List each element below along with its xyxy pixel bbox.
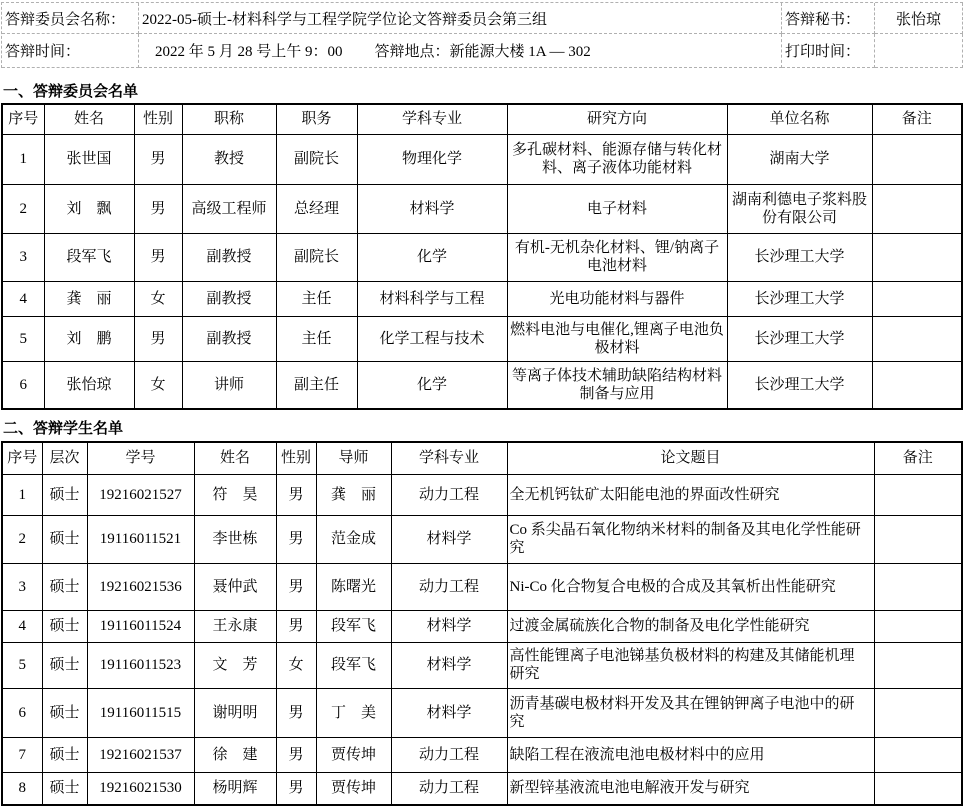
secretary-value: 张怡琼	[875, 3, 963, 34]
defense-location-value: 答辩地点：新能源大楼 1A — 302	[374, 44, 591, 60]
cell-gender: 男	[276, 563, 316, 610]
cell-advisor: 龚 丽	[316, 474, 391, 515]
cell-level: 硕士	[42, 610, 87, 642]
column-header-duty: 职务	[276, 104, 357, 134]
cell-thesis-title: 缺陷工程在液流电池电极材料中的应用	[507, 737, 874, 772]
cell-major: 材料学	[391, 642, 507, 688]
cell-gender: 女	[276, 642, 316, 688]
cell-note	[874, 772, 962, 805]
cell-name: 谢明明	[194, 688, 276, 737]
cell-unit: 长沙理工大学	[727, 281, 872, 316]
cell-duty: 副院长	[276, 233, 357, 281]
cell-level: 硕士	[42, 688, 87, 737]
cell-major: 化学工程与技术	[357, 316, 507, 361]
cell-title: 高级工程师	[182, 184, 276, 233]
cell-note	[872, 281, 962, 316]
cell-unit: 长沙理工大学	[727, 233, 872, 281]
cell-title: 副教授	[182, 281, 276, 316]
cell-note	[874, 737, 962, 772]
cell-thesis-title: Ni-Co 化合物复合电极的合成及其氧析出性能研究	[507, 563, 874, 610]
committee-row	[2, 134, 962, 184]
cell-title: 教授	[182, 134, 276, 184]
cell-gender: 男	[134, 134, 182, 184]
cell-thesis-title: 沥青基碳电极材料开发及其在锂钠钾离子电池中的研究	[507, 688, 874, 737]
cell-student-id: 19216021527	[87, 474, 194, 515]
cell-gender: 男	[276, 610, 316, 642]
cell-advisor: 丁 美	[316, 688, 391, 737]
cell-name: 张怡琼	[44, 361, 134, 409]
student-row	[2, 563, 962, 610]
cell-duty: 副院长	[276, 134, 357, 184]
cell-name: 聂仲武	[194, 563, 276, 610]
cell-duty: 总经理	[276, 184, 357, 233]
cell-no: 1	[2, 134, 44, 184]
student-row	[2, 515, 962, 563]
cell-name: 王永康	[194, 610, 276, 642]
cell-no: 3	[2, 563, 42, 610]
cell-major: 材料学	[391, 515, 507, 563]
cell-note	[872, 361, 962, 409]
cell-duty: 副主任	[276, 361, 357, 409]
cell-level: 硕士	[42, 515, 87, 563]
cell-note	[874, 474, 962, 515]
cell-name: 杨明辉	[194, 772, 276, 805]
cell-student-id: 19116011523	[87, 642, 194, 688]
cell-gender: 男	[276, 515, 316, 563]
cell-student-id: 19216021536	[87, 563, 194, 610]
cell-thesis-title: 高性能锂离子电池锑基负极材料的构建及其储能机理研究	[507, 642, 874, 688]
cell-major: 动力工程	[391, 563, 507, 610]
cell-advisor: 段军飞	[316, 642, 391, 688]
cell-unit: 湖南利德电子浆料股份有限公司	[727, 184, 872, 233]
cell-major: 材料学	[357, 184, 507, 233]
cell-research: 燃料电池与电催化,锂离子电池负极材料	[507, 316, 727, 361]
cell-no: 4	[2, 610, 42, 642]
cell-name: 张世国	[44, 134, 134, 184]
cell-student-id: 19116011521	[87, 515, 194, 563]
cell-student-id: 19216021537	[87, 737, 194, 772]
cell-research: 多孔碳材料、能源存储与转化材料、离子液体功能材料	[507, 134, 727, 184]
cell-level: 硕士	[42, 563, 87, 610]
committee-row	[2, 281, 962, 316]
cell-title: 副教授	[182, 316, 276, 361]
cell-major: 化学	[357, 233, 507, 281]
committee-name-label: 答辩委员会名称：	[2, 3, 139, 34]
column-header-student-id: 学号	[87, 442, 194, 474]
column-header-no: 序号	[2, 104, 44, 134]
committee-name-value: 2022-05-硕士-材料科学与工程学院学位论文答辩委员会第三组	[139, 3, 782, 34]
cell-unit: 长沙理工大学	[727, 316, 872, 361]
column-header-research: 研究方向	[507, 104, 727, 134]
cell-name: 徐 建	[194, 737, 276, 772]
cell-advisor: 段军飞	[316, 610, 391, 642]
student-row	[2, 772, 962, 805]
header-info-grid	[1, 2, 963, 68]
defense-time-value: 2022 年 5 月 28 号上午 9：00	[155, 44, 343, 60]
students-table	[1, 441, 963, 806]
column-header-gender: 性别	[276, 442, 316, 474]
cell-student-id: 19216021530	[87, 772, 194, 805]
cell-level: 硕士	[42, 737, 87, 772]
cell-name: 符 昊	[194, 474, 276, 515]
defense-time-label: 答辩时间：	[2, 34, 139, 68]
cell-note	[874, 563, 962, 610]
cell-no: 2	[2, 184, 44, 233]
cell-title: 副教授	[182, 233, 276, 281]
cell-unit: 湖南大学	[727, 134, 872, 184]
cell-note	[874, 688, 962, 737]
committee-header-row	[2, 104, 962, 134]
secretary-label: 答辩秘书：	[782, 3, 875, 34]
cell-name: 刘 飘	[44, 184, 134, 233]
column-header-major: 学科专业	[357, 104, 507, 134]
cell-gender: 男	[134, 233, 182, 281]
cell-major: 动力工程	[391, 474, 507, 515]
cell-no: 6	[2, 688, 42, 737]
cell-note	[874, 642, 962, 688]
cell-no: 5	[2, 642, 42, 688]
defense-time-location-cell	[139, 34, 782, 68]
cell-thesis-title: Co 系尖晶石氧化物纳米材料的制备及其电化学性能研究	[507, 515, 874, 563]
column-header-thesis-title: 论文题目	[507, 442, 874, 474]
cell-major: 化学	[357, 361, 507, 409]
cell-thesis-title: 过渡金属硫族化合物的制备及电化学性能研究	[507, 610, 874, 642]
column-header-major: 学科专业	[391, 442, 507, 474]
cell-major: 动力工程	[391, 737, 507, 772]
cell-advisor: 贾传坤	[316, 772, 391, 805]
cell-no: 5	[2, 316, 44, 361]
cell-major: 材料科学与工程	[357, 281, 507, 316]
column-header-unit: 单位名称	[727, 104, 872, 134]
cell-research: 电子材料	[507, 184, 727, 233]
cell-gender: 女	[134, 281, 182, 316]
cell-research: 等离子体技术辅助缺陷结构材料制备与应用	[507, 361, 727, 409]
cell-major: 材料学	[391, 688, 507, 737]
committee-table	[1, 103, 963, 410]
cell-title: 讲师	[182, 361, 276, 409]
cell-note	[874, 610, 962, 642]
cell-no: 3	[2, 233, 44, 281]
student-row	[2, 642, 962, 688]
cell-name: 刘 鹏	[44, 316, 134, 361]
column-header-name: 姓名	[194, 442, 276, 474]
cell-thesis-title: 新型锌基液流电池电解液开发与研究	[507, 772, 874, 805]
cell-level: 硕士	[42, 642, 87, 688]
cell-advisor: 贾传坤	[316, 737, 391, 772]
committee-row	[2, 361, 962, 409]
cell-major: 材料学	[391, 610, 507, 642]
cell-name: 龚 丽	[44, 281, 134, 316]
committee-row	[2, 184, 962, 233]
cell-note	[872, 316, 962, 361]
cell-gender: 男	[134, 316, 182, 361]
cell-student-id: 19116011515	[87, 688, 194, 737]
cell-level: 硕士	[42, 772, 87, 805]
cell-research: 有机-无机杂化材料、锂/钠离子电池材料	[507, 233, 727, 281]
cell-name: 段军飞	[44, 233, 134, 281]
cell-major: 物理化学	[357, 134, 507, 184]
cell-gender: 男	[276, 688, 316, 737]
cell-note	[874, 515, 962, 563]
cell-no: 8	[2, 772, 42, 805]
cell-name: 文 芳	[194, 642, 276, 688]
committee-row	[2, 233, 962, 281]
cell-no: 1	[2, 474, 42, 515]
cell-note	[872, 233, 962, 281]
cell-duty: 主任	[276, 316, 357, 361]
print-time-label: 打印时间：	[782, 34, 875, 68]
cell-no: 6	[2, 361, 44, 409]
cell-no: 2	[2, 515, 42, 563]
cell-no: 7	[2, 737, 42, 772]
students-header-row	[2, 442, 962, 474]
student-row	[2, 688, 962, 737]
student-row	[2, 737, 962, 772]
column-header-title: 职称	[182, 104, 276, 134]
column-header-note: 备注	[874, 442, 962, 474]
cell-note	[872, 184, 962, 233]
cell-note	[872, 134, 962, 184]
cell-level: 硕士	[42, 474, 87, 515]
print-time-value	[875, 34, 963, 68]
cell-duty: 主任	[276, 281, 357, 316]
column-header-no: 序号	[2, 442, 42, 474]
section-title-students: 二、答辩学生名单	[3, 421, 124, 437]
column-header-gender: 性别	[134, 104, 182, 134]
cell-advisor: 陈曙光	[316, 563, 391, 610]
column-header-advisor: 导师	[316, 442, 391, 474]
column-header-level: 层次	[42, 442, 87, 474]
committee-row	[2, 316, 962, 361]
column-header-name: 姓名	[44, 104, 134, 134]
cell-thesis-title: 全无机钙钛矿太阳能电池的界面改性研究	[507, 474, 874, 515]
section-title-committee: 一、答辩委员会名单	[3, 84, 139, 100]
cell-research: 光电功能材料与器件	[507, 281, 727, 316]
cell-major: 动力工程	[391, 772, 507, 805]
student-row	[2, 610, 962, 642]
student-row	[2, 474, 962, 515]
cell-unit: 长沙理工大学	[727, 361, 872, 409]
cell-gender: 男	[276, 737, 316, 772]
cell-gender: 男	[276, 474, 316, 515]
cell-gender: 男	[134, 184, 182, 233]
cell-gender: 女	[134, 361, 182, 409]
cell-name: 李世栋	[194, 515, 276, 563]
cell-advisor: 范金成	[316, 515, 391, 563]
cell-gender: 男	[276, 772, 316, 805]
cell-student-id: 19116011524	[87, 610, 194, 642]
column-header-note: 备注	[872, 104, 962, 134]
cell-no: 4	[2, 281, 44, 316]
